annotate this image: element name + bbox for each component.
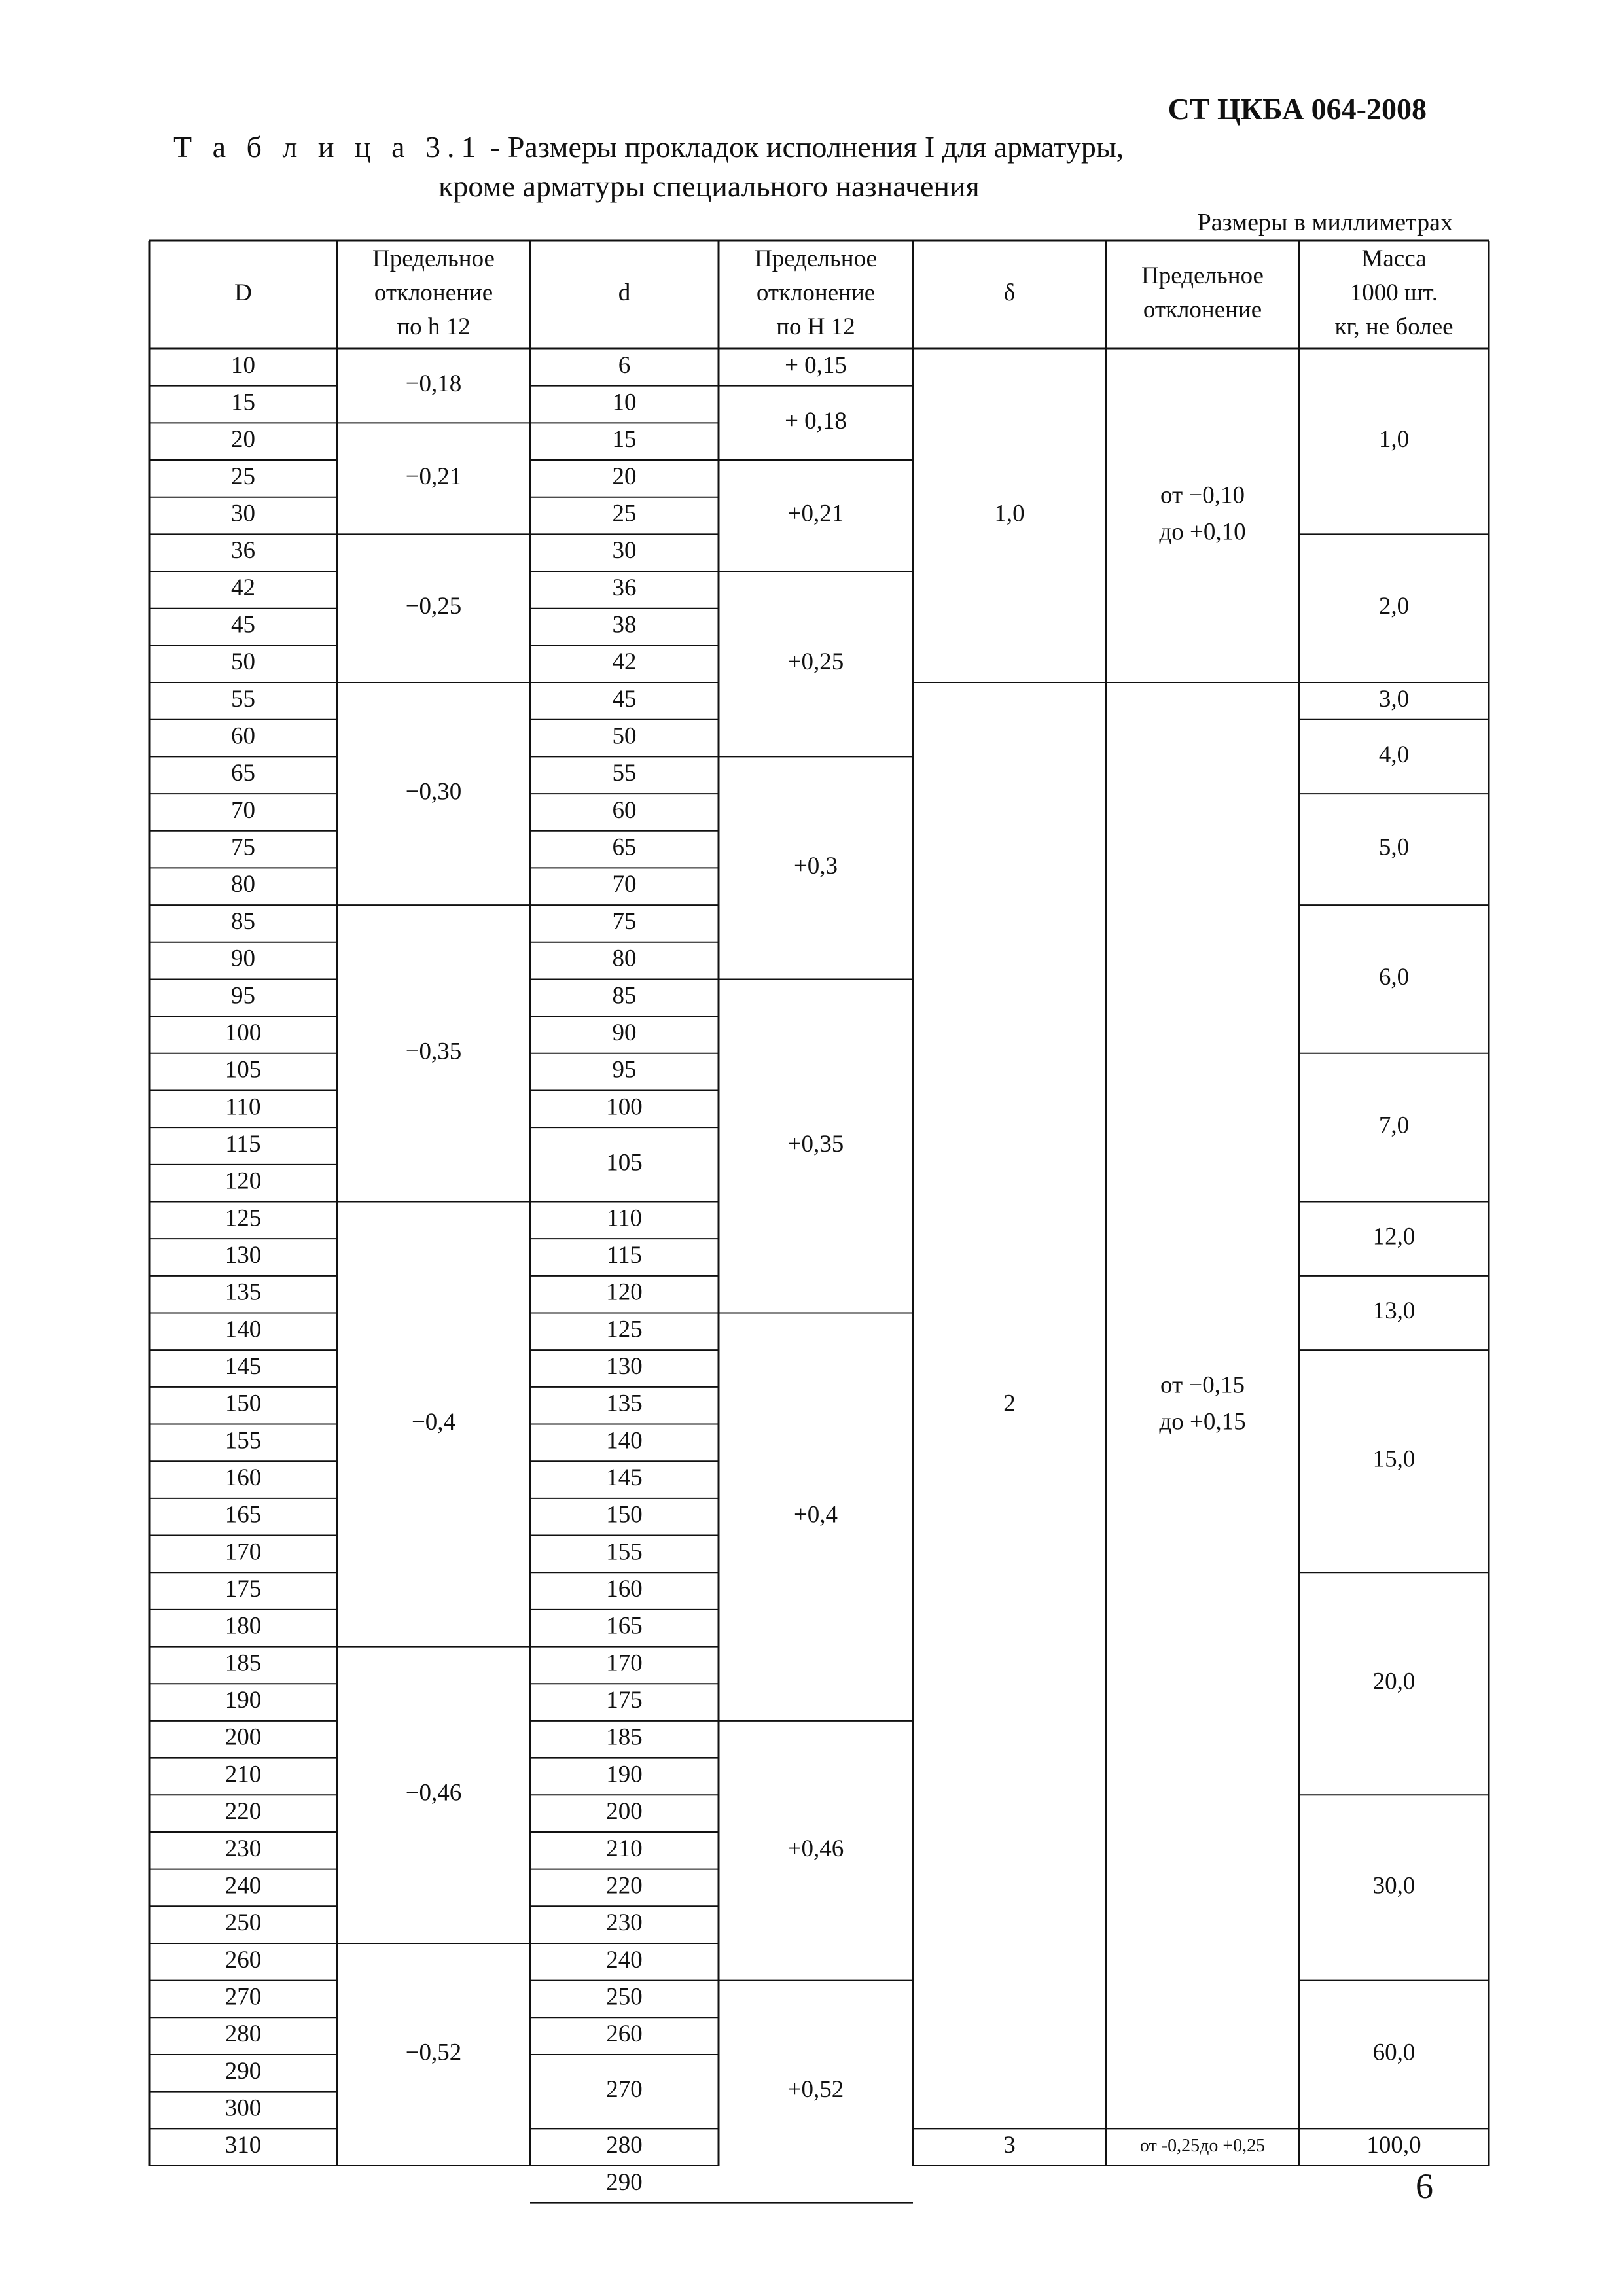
cell-D: 230 [224,1835,262,1862]
cell-D: 30 [231,500,255,527]
cell-D-tolerance: −0,4 [411,1409,456,1436]
cell-d: 190 [606,1761,643,1788]
cell-d: 260 [606,2021,643,2048]
cell-mass: 1,0 [1378,426,1410,453]
cell-d: 250 [606,1983,643,2011]
cell-D: 300 [224,2094,262,2122]
cell-d: 55 [612,760,637,787]
column-header-text: Предельное [755,245,877,272]
cell-mass: 60,0 [1372,2039,1416,2066]
page-number: 6 [1416,2166,1433,2206]
cell-d: 45 [612,685,637,713]
cell-d-tolerance: +0,46 [787,1835,844,1862]
cell-d: 120 [606,1279,643,1306]
cell-D: 270 [224,1983,262,2011]
column-header-text: отклонение [374,279,493,306]
cell-D-tolerance: −0,52 [405,2039,462,2066]
cell-d-tolerance: +0,4 [793,1501,838,1528]
cell-D: 80 [231,871,255,898]
cell-d: 220 [606,1872,643,1899]
cell-D: 95 [231,982,255,1010]
cell-d: 80 [612,945,637,972]
cell-D: 135 [224,1279,262,1306]
cell-delta-tolerance: до +0,10 [1159,518,1246,546]
cell-delta: 3 [1003,2132,1016,2159]
cell-d: 155 [606,1538,643,1566]
cell-D: 65 [231,760,255,787]
cell-d: 140 [606,1427,643,1455]
cell-d-tolerance: +0,21 [787,500,844,527]
cell-D: 50 [231,648,255,676]
cell-D: 125 [224,1205,262,1232]
cell-d: 100 [606,1093,643,1121]
cell-D: 240 [224,1872,262,1899]
cell-mass: 3,0 [1378,685,1410,713]
cell-d: 75 [612,908,637,935]
cell-D: 20 [231,426,255,453]
cell-D: 115 [225,1130,261,1157]
cell-D: 220 [224,1798,262,1826]
cell-d: 36 [612,574,637,601]
cell-d: 160 [606,1576,643,1603]
cell-D: 85 [231,908,255,935]
cell-D-tolerance: −0,30 [405,778,462,805]
units-note: Размеры в миллиметрах [1197,209,1453,236]
cell-mass: 15,0 [1372,1445,1416,1473]
column-header-text: по h 12 [397,313,471,340]
cell-D: 280 [224,2021,262,2048]
column-header-text: по Н 12 [776,313,855,340]
cell-D: 60 [231,722,255,750]
cell-d: 65 [612,834,637,861]
cell-d-tolerance: + 0,18 [785,407,847,434]
cell-d-tolerance: + 0,15 [785,351,847,379]
cell-D: 165 [224,1501,262,1528]
column-header-text: Предельное [1141,262,1264,289]
cell-D: 10 [231,351,255,379]
cell-D: 160 [224,1464,262,1492]
cell-D: 90 [231,945,255,972]
cell-d: 230 [606,1909,643,1937]
cell-d: 70 [612,871,637,898]
column-header-text: D [234,279,252,306]
cell-d: 95 [612,1056,637,1084]
cell-mass: 2,0 [1378,593,1410,620]
document-code: СТ ЦКБА 064-2008 [1168,92,1427,126]
cell-d: 240 [606,1946,643,1973]
cell-D: 70 [231,796,255,824]
cell-D-tolerance: −0,21 [405,463,462,490]
cell-delta-tolerance: от −0,15 [1160,1371,1245,1399]
column-header-text: кг, не более [1334,313,1454,340]
cell-d: 6 [618,351,631,379]
cell-D: 250 [224,1909,262,1937]
cell-D: 210 [224,1761,262,1788]
cell-d: 15 [612,426,637,453]
cell-D: 25 [231,463,255,490]
cell-d-tolerance: +0,35 [787,1130,844,1157]
cell-d: 38 [612,611,637,639]
cell-d: 270 [606,2076,643,2104]
cell-D-tolerance: −0,46 [405,1779,462,1807]
cell-D: 150 [224,1390,262,1417]
cell-D: 170 [224,1538,262,1566]
cell-D: 290 [224,2057,262,2085]
cell-D: 100 [224,1019,262,1046]
cell-mass: 12,0 [1372,1223,1416,1250]
column-header-text: 1000 шт. [1349,279,1438,306]
cell-D: 75 [231,834,255,861]
cell-mass: 100,0 [1366,2132,1421,2159]
cell-d: 185 [606,1723,643,1751]
cell-d: 30 [612,537,637,565]
cell-mass: 6,0 [1378,963,1410,991]
cell-D: 190 [224,1687,262,1714]
cell-d: 20 [612,463,637,490]
cell-d: 50 [612,722,637,750]
cell-d: 110 [606,1205,643,1232]
cell-d-tolerance: +0,25 [787,648,844,676]
column-header-text: отклонение [1143,296,1262,323]
cell-d: 200 [606,1798,643,1826]
column-header-text: Предельное [372,245,495,272]
cell-D: 110 [225,1093,261,1121]
cell-d: 25 [612,500,637,527]
cell-d: 145 [606,1464,643,1492]
table-caption-prefix: Т а б л и ц а 3.1 [173,130,483,164]
cell-mass: 7,0 [1378,1112,1410,1139]
cell-delta-tolerance: до +0,15 [1159,1408,1246,1436]
cell-d: 115 [606,1241,643,1269]
cell-d: 10 [612,389,637,416]
cell-d: 290 [606,2168,643,2196]
cell-D: 105 [224,1056,262,1084]
cell-delta: 1,0 [994,500,1025,527]
cell-D-tolerance: −0,35 [405,1038,462,1065]
cell-d: 125 [606,1316,643,1343]
cell-D: 45 [231,611,255,639]
cell-D: 55 [231,685,255,713]
cell-d: 150 [606,1501,643,1528]
cell-D: 15 [231,389,255,416]
cell-D: 310 [224,2132,262,2159]
cell-d: 170 [606,1650,643,1677]
cell-D: 140 [224,1316,262,1343]
table-caption-line1: - Размеры прокладок исполнения I для арматуры, [482,130,1124,164]
cell-d: 85 [612,982,637,1010]
cell-mass: 30,0 [1372,1872,1416,1899]
cell-mass: 4,0 [1378,741,1410,768]
cell-D: 175 [224,1576,262,1603]
table-caption-line2: кроме арматуры специального назначения [438,169,980,203]
cell-mass: 5,0 [1378,834,1410,861]
cell-D: 155 [224,1427,262,1455]
column-header-text: δ [1003,279,1016,306]
cell-d: 105 [606,1149,643,1176]
column-header-text: Масса [1361,245,1427,272]
column-header-text: отклонение [756,279,876,306]
cell-D: 145 [224,1353,262,1381]
cell-d: 135 [606,1390,643,1417]
cell-d: 130 [606,1353,643,1381]
cell-d: 42 [612,648,637,676]
cell-d: 210 [606,1835,643,1862]
cell-d-tolerance: +0,52 [787,2076,844,2104]
cell-d: 60 [612,796,637,824]
cell-D: 260 [224,1946,262,1973]
cell-d: 165 [606,1612,643,1640]
cell-D-tolerance: −0,25 [405,593,462,620]
cell-D-tolerance: −0,18 [405,370,462,398]
cell-D: 130 [224,1241,262,1269]
cell-delta-tolerance: от −0,10 [1160,482,1245,509]
cell-D: 185 [224,1650,262,1677]
column-header-text: d [618,279,631,306]
cell-delta: 2 [1003,1390,1016,1417]
cell-d: 175 [606,1687,643,1714]
cell-mass: 13,0 [1372,1297,1416,1324]
cell-mass: 20,0 [1372,1668,1416,1695]
cell-delta-tolerance: от -0,25до +0,25 [1139,2136,1266,2157]
cell-D: 42 [231,574,255,601]
cell-D: 200 [224,1723,262,1751]
cell-D: 36 [231,537,255,565]
cell-d: 90 [612,1019,637,1046]
cell-D: 120 [224,1167,262,1195]
cell-d: 280 [606,2132,643,2159]
cell-D: 180 [224,1612,262,1640]
cell-d-tolerance: +0,3 [793,852,838,879]
